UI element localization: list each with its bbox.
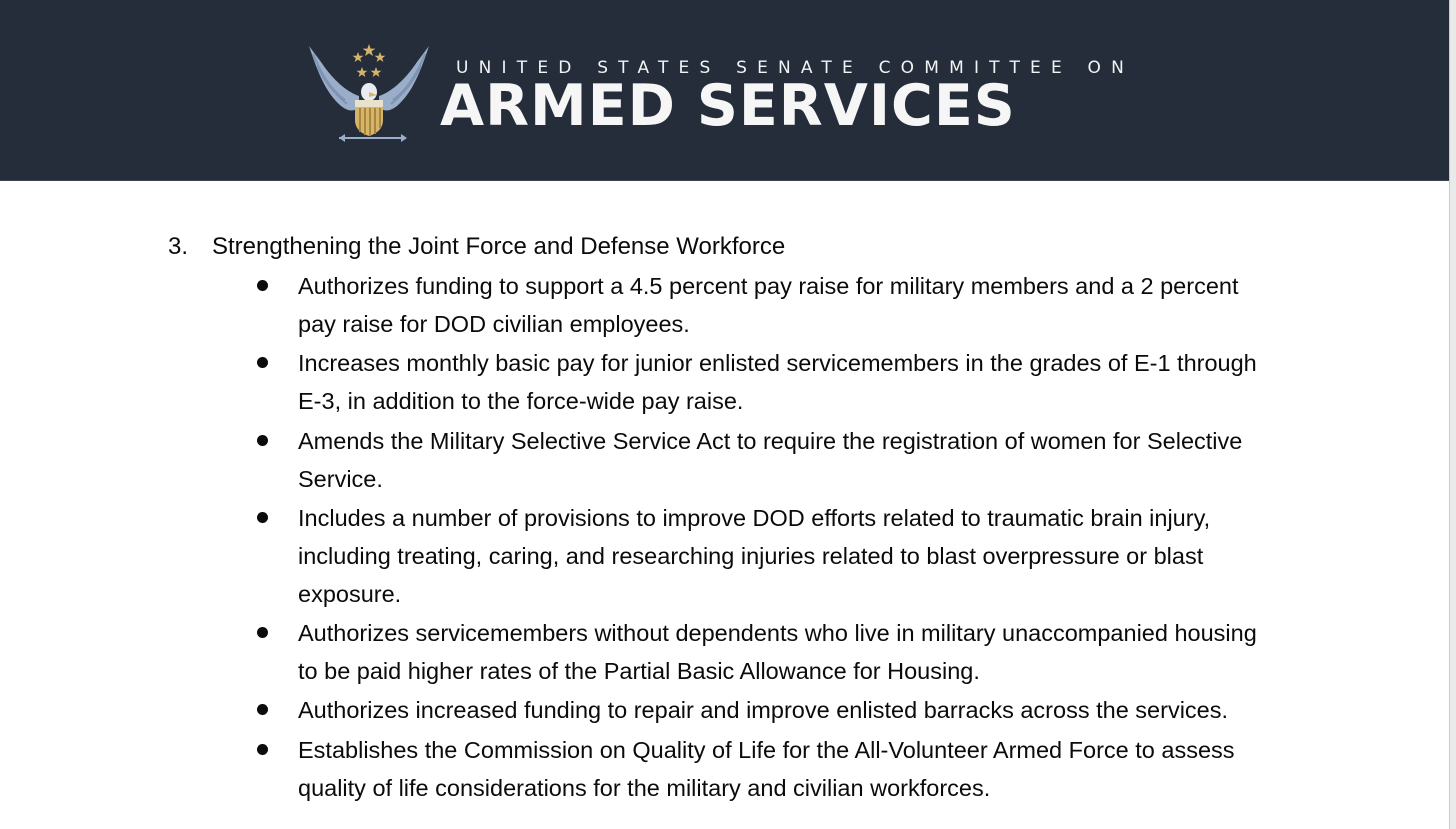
bullet-icon [257,704,268,715]
list-item-text: Authorizes increased funding to repair and improve enlisted barracks across the services. [298,697,1229,724]
header-banner [0,0,1450,181]
bullet-icon [257,435,268,446]
list-item-text: Amends the Military Selective Service Act to require the registration of women for Selective Service. [298,427,1243,492]
section-title: Strengthening the Joint Force and Defense Workforce [212,233,786,260]
list-item [254,344,1274,420]
list-item-text: Establishes the Commission on Quality of Life for the All-Volunteer Armed Force to assess quality of life considerations for the military and civilian workforces. [298,736,1235,801]
committee-subtitle: UNITED STATES SENATE COMMITTEE ON [456,58,1135,78]
list-item [254,691,1274,729]
section-number: 3. [168,233,189,260]
list-item [254,614,1274,690]
document-body [0,180,1450,829]
eagle-shield-stars-icon [303,40,435,144]
list-item-text: Increases monthly basic pay for junior enlisted servicemembers in the grades of E-1 through E-3, in addition to the force-wide pay raise. [298,350,1257,415]
list-item-text: Authorizes funding to support a 4.5 percent pay raise for military members and a 2 percent pay raise for DOD civilian employees. [298,273,1239,337]
list-item [254,422,1274,498]
list-item [254,731,1274,807]
list-item-text: Includes a number of provisions to improve DOD efforts related to traumatic brain injury, including treating, caring, and researching injuries related to blast overpressure or blast exposure. [298,504,1211,607]
list-item [254,499,1274,613]
list-item-text: Authorizes servicemembers without dependents who live in military unaccompanied housing to be paid higher rates of the Partial Basic Allowance for Housing. [298,620,1257,685]
section-heading [168,228,785,266]
bullet-icon [257,744,268,755]
bullet-list [254,267,1274,808]
bullet-icon [257,512,268,523]
committee-title: ARMED SERVICES [440,73,1016,139]
bullet-icon [257,627,268,638]
bullet-icon [257,357,268,368]
page-edge [1449,0,1456,829]
list-item [254,267,1274,343]
bullet-icon [257,280,268,291]
